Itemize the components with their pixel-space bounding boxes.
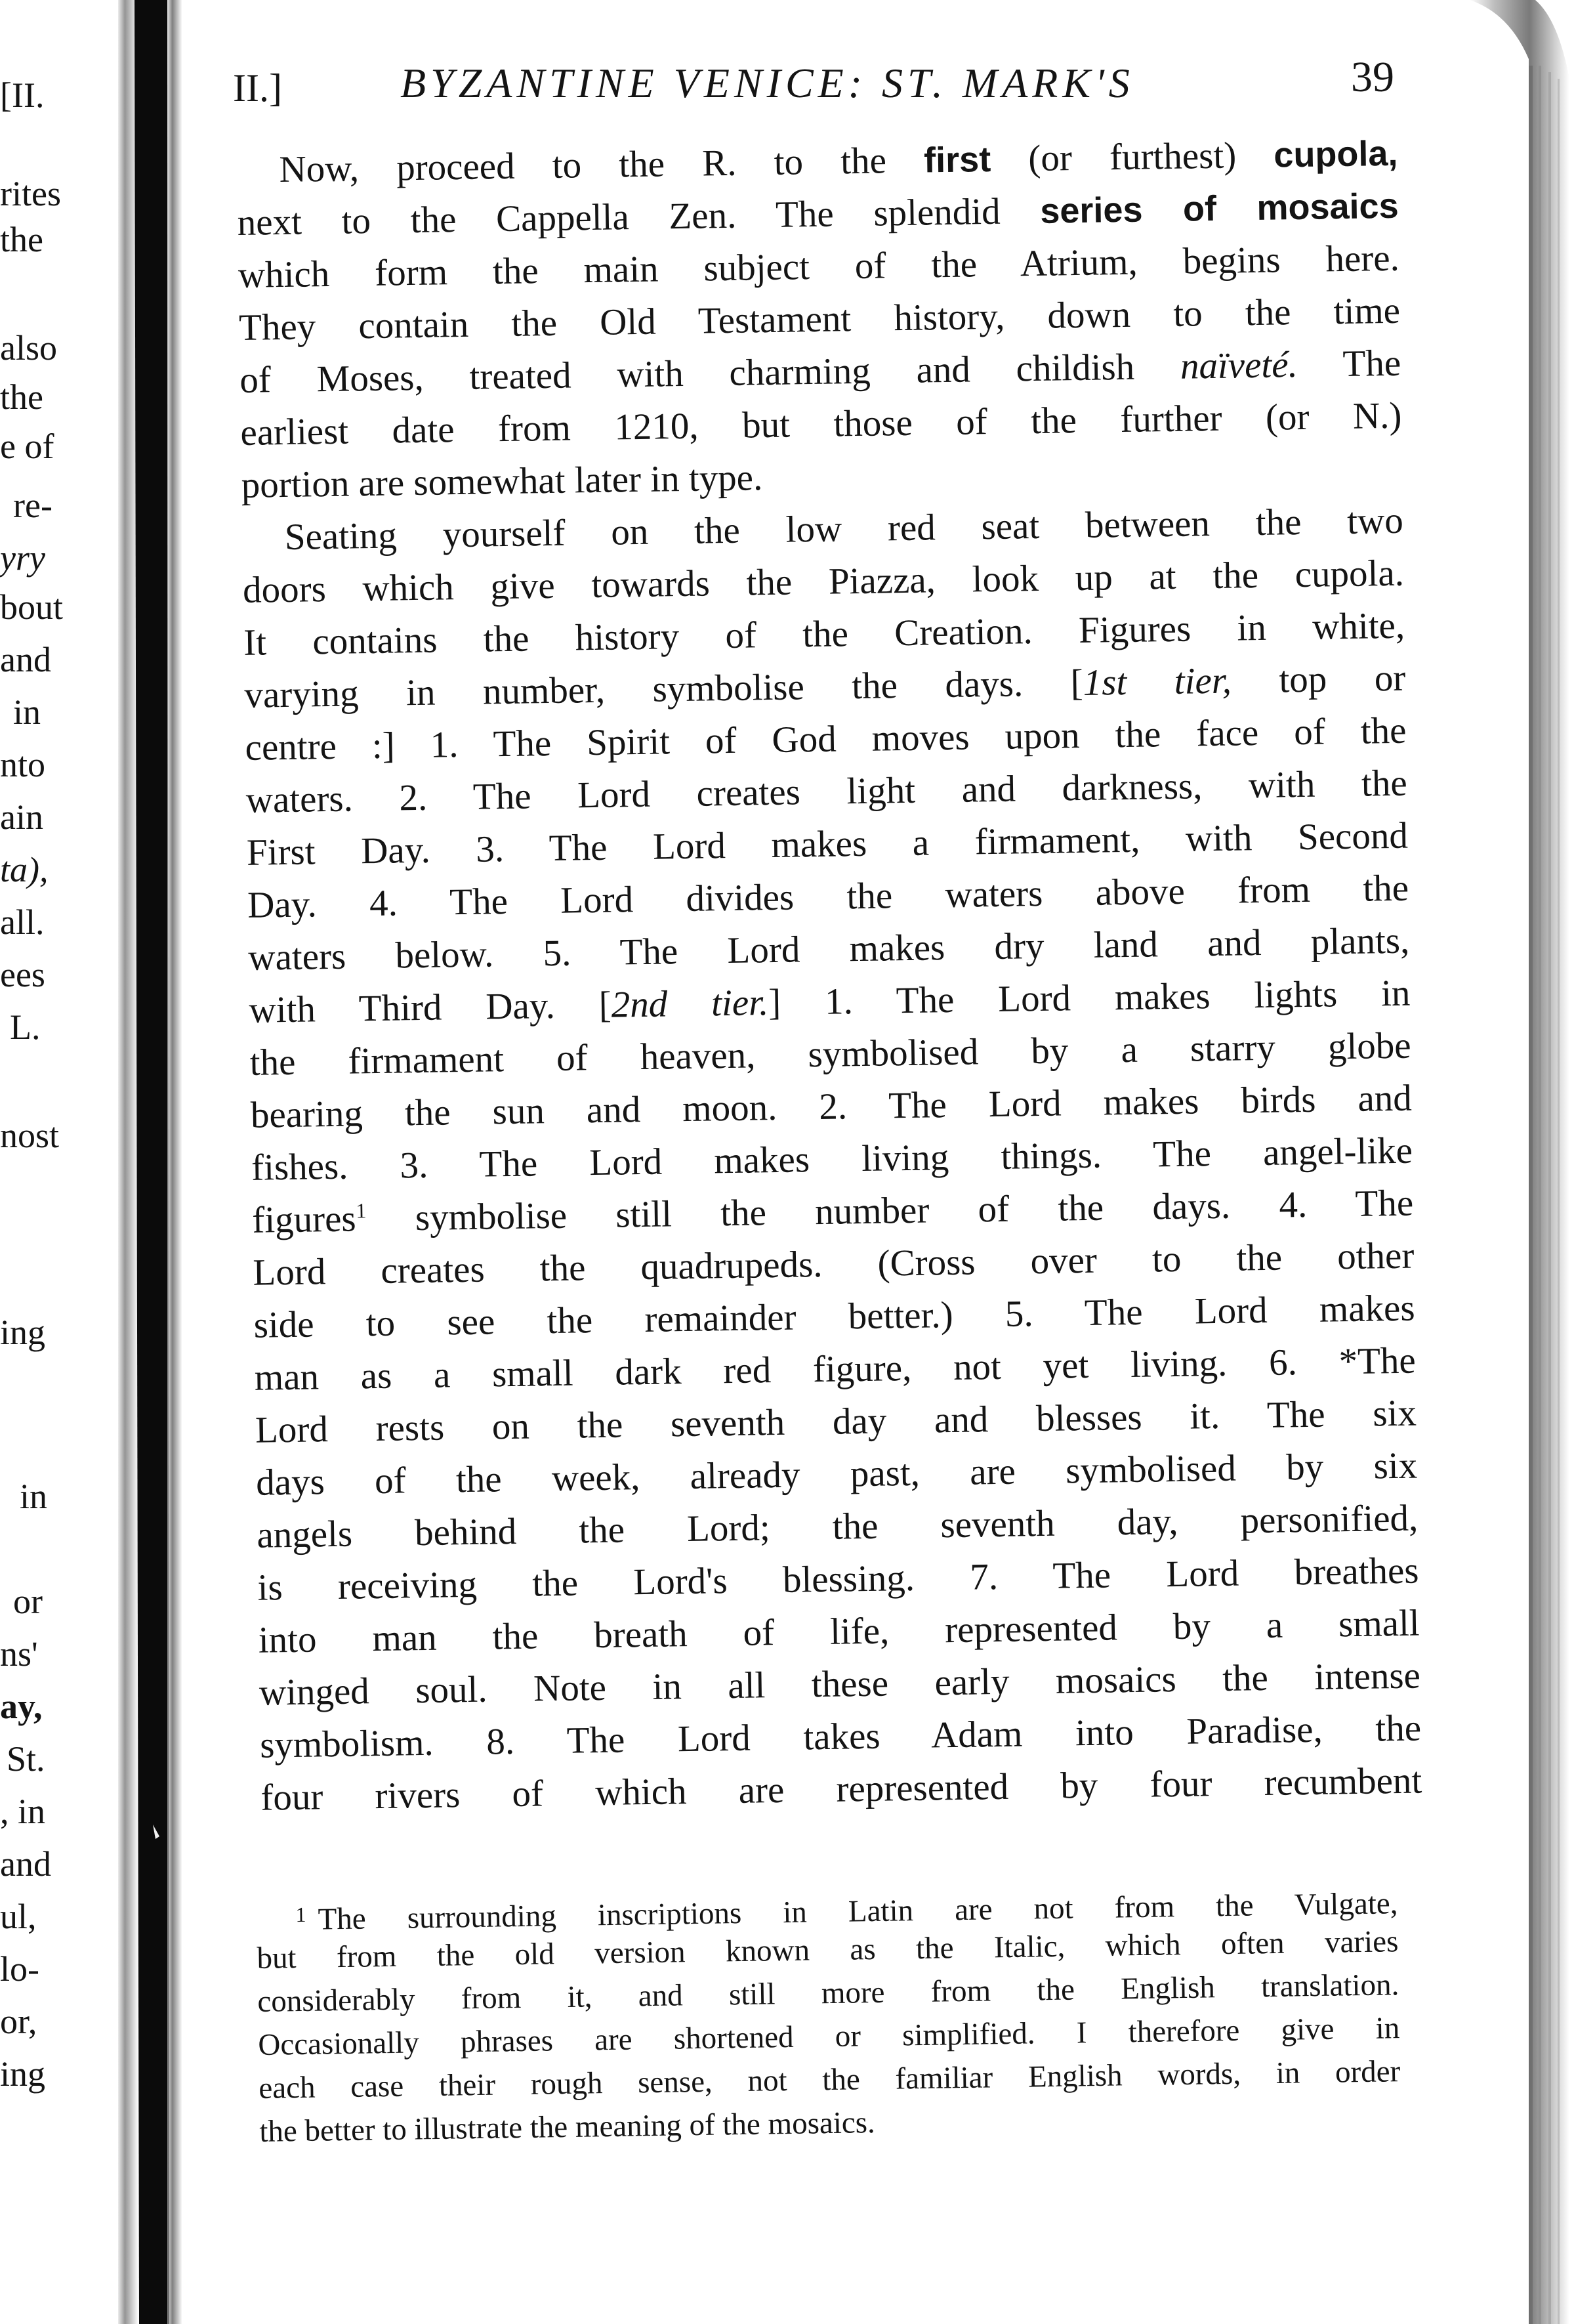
text-line: man as a small dark red figure, not yet living. 6. *The xyxy=(254,1340,1417,1399)
text-line: earliest date from 1210, but those of the further (or N.) xyxy=(240,394,1402,454)
running-title: BYZANTINE VENICE: ST. MARK'S xyxy=(400,60,1134,106)
left-fragment: L. xyxy=(10,1007,41,1047)
left-fragment: the xyxy=(0,220,43,259)
text-line: days of the week, already past, are symbolised by six xyxy=(255,1445,1418,1504)
left-fragment: ing xyxy=(0,1313,46,1352)
left-fragment: all. xyxy=(0,902,45,942)
text-line: waters below. 5. The Lord makes dry land and plants, xyxy=(247,919,1410,979)
text-line: Seating yourself on the low red seat between the two xyxy=(284,499,1404,558)
text-line: the firmament of heaven, symbolised by a starry globe xyxy=(249,1025,1412,1084)
text-line: side to see the remainder better.) 5. The Lord makes xyxy=(253,1287,1415,1346)
footnote-line: Occasionally phrases are shortened or simplified. I therefore give in xyxy=(258,2011,1400,2062)
text-line: four rivers of which are represented by four recumbent xyxy=(260,1760,1422,1819)
section-number: II.] xyxy=(233,66,282,110)
left-fragment: or, xyxy=(0,2002,37,2041)
left-fragment: rites xyxy=(0,174,61,213)
left-fragment: ees xyxy=(0,955,45,994)
footnote-line: considerably from it, and still more from the English translation. xyxy=(257,1968,1399,2019)
text-line: angels behind the Lord; the seventh day, personified, xyxy=(256,1497,1419,1556)
text-line: Lord rests on the seventh day and blesses it. The six xyxy=(255,1392,1417,1451)
text-line: portion are somewhat later in type. xyxy=(241,457,763,506)
left-fragment: , in xyxy=(0,1792,46,1831)
running-head xyxy=(233,53,1407,112)
left-fragment: yry xyxy=(0,538,45,578)
left-fragment: the xyxy=(0,377,43,417)
text-line: is receiving the Lord's blessing. 7. The Lord breathes xyxy=(257,1550,1419,1609)
left-fragment: [II. xyxy=(0,75,45,115)
footnote-line: the better to illustrate the meaning of the mosaics. xyxy=(259,2105,876,2149)
left-fragment: ul, xyxy=(0,1897,37,1936)
text-line: fishes. 3. The Lord makes living things. The angel-like xyxy=(251,1130,1413,1189)
left-fragment: or xyxy=(13,1582,43,1621)
left-fragment: bout xyxy=(0,587,64,627)
text-line: They contain the Old Testament history, down to the time xyxy=(238,289,1401,349)
body-text xyxy=(236,127,1422,1825)
text-line: with Third Day. [2nd tier.] 1. The Lord makes lights in xyxy=(249,972,1411,1031)
text-line: It contains the history of the Creation. Figures in white, xyxy=(243,604,1405,664)
left-fragment: and xyxy=(0,640,51,679)
left-fragment: re- xyxy=(13,486,52,525)
left-fragment: and xyxy=(0,1844,51,1884)
left-fragment: ta), xyxy=(0,850,49,889)
left-fragment: in xyxy=(20,1477,48,1516)
text-line: into man the breath of life, represented by a small xyxy=(258,1602,1420,1661)
text-line: First Day. 3. The Lord makes a firmament, with Second xyxy=(246,814,1409,874)
left-fragment: e of xyxy=(0,427,54,466)
left-fragment: nost xyxy=(0,1116,60,1155)
text-line: varying in number, symbolise the days. [1st tier, top or xyxy=(243,657,1406,716)
footnote xyxy=(256,1876,1401,2153)
page-number: 39 xyxy=(1351,53,1394,101)
text-line: centre :] 1. The Spirit of God moves upon the face of the xyxy=(245,709,1407,769)
footnote-marker: 1 xyxy=(295,1902,306,1927)
text-line: symbolism. 8. The Lord takes Adam into Paradise, the xyxy=(259,1707,1422,1766)
text-line: figures$^1$ symbolise still the number of the days. 4. The xyxy=(251,1182,1414,1241)
left-fragment: ain xyxy=(0,797,43,837)
text-line: of Moses, treated with charming and childish naïveté. The xyxy=(239,342,1401,401)
footnote-line: but from the old version known as the Italic, which often varies xyxy=(257,1924,1399,1975)
left-fragment: ay, xyxy=(0,1687,43,1726)
left-fragment: in xyxy=(13,692,41,732)
text-line: doors which give towards the Piazza, look up at the cupola. xyxy=(242,552,1405,611)
footnote-line: $^1$ The surrounding inscriptions in Latin are not from the Vulgate, xyxy=(295,1886,1398,1937)
text-line: which form the main subject of the Atrium, begins here. xyxy=(238,237,1400,296)
text-line: next to the Cappella Zen. The splendid series of mosaics xyxy=(237,186,1399,243)
text-line: Now, proceed to the R. to the first (or furthest) cupola, xyxy=(279,133,1398,191)
footnote-line: each case their rough sense, not the familiar English words, in order xyxy=(259,2054,1401,2105)
left-fragment: nto xyxy=(0,745,46,784)
book-page xyxy=(190,0,1424,2324)
left-fragment: St. xyxy=(7,1739,45,1779)
left-fragment: also xyxy=(0,328,57,368)
text-line: Lord creates the quadrupeds. (Cross over to the other xyxy=(253,1235,1415,1294)
left-fragment: ns' xyxy=(0,1634,38,1674)
footnote-reference: 1 xyxy=(356,1198,367,1223)
text-line: waters. 2. The Lord creates light and darkness, with the xyxy=(245,762,1408,821)
text-line: winged soul. Note in all these early mosaics the intense xyxy=(259,1655,1421,1714)
adjacent-left-page xyxy=(0,0,131,2324)
left-fragment: lo- xyxy=(0,1949,39,1989)
text-line: bearing the sun and moon. 2. The Lord makes birds and xyxy=(250,1077,1413,1136)
left-fragment: ing xyxy=(0,2054,46,2094)
text-line: Day. 4. The Lord divides the waters above from the xyxy=(247,867,1409,926)
